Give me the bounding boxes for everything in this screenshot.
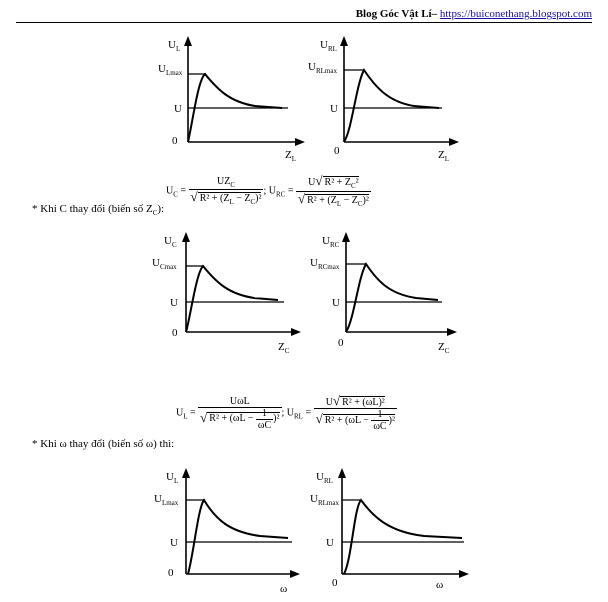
origin-label: 0	[334, 145, 340, 157]
graph-uc-vs-zc	[152, 226, 306, 358]
x-axis-label: $Z_L$	[438, 149, 450, 163]
formula-c-variation: $U_C$ = $\frac{UZ_C}{√ R^2 + (Z_L - Z_C)^2}$ ; $U_{RC}$ = $\frac{U√ R^2 + Z_C^2}{√ R^2 + (Z_L - Z_C)^2}$	[166, 173, 369, 208]
y-axis-label: $U_{RL}$	[316, 471, 333, 485]
origin-label: 0	[338, 337, 344, 349]
y-axis-label: $U_C$	[164, 235, 177, 249]
u-level-label: U	[332, 297, 340, 309]
ymax-label: $U_{Lmax}$	[158, 63, 183, 77]
y-axis-label: $U_L$	[166, 471, 179, 485]
y-axis-label: $U_L$	[168, 39, 181, 53]
u-level-label: U	[330, 103, 338, 115]
x-axis-label: $Z_L$	[285, 149, 297, 163]
u-level-label: U	[170, 297, 178, 309]
x-axis-label: ω	[280, 583, 288, 595]
blog-name: Blog Góc Vật Lí–	[355, 8, 440, 20]
ymax-label: $U_{Cmax}$	[152, 257, 177, 271]
u-level-label: U	[170, 537, 178, 549]
graph-url-vs-zl	[308, 30, 464, 163]
graph-ul-vs-zl	[160, 30, 310, 162]
x-axis-label: ω	[436, 579, 444, 591]
origin-label: 0	[172, 327, 178, 339]
origin-label: 0	[168, 567, 174, 579]
y-axis-label: $U_{RC}$	[322, 235, 340, 249]
header-divider	[16, 22, 592, 23]
ymax-label: $U_{RCmax}$	[310, 257, 340, 271]
origin-label: 0	[332, 577, 338, 589]
graph-ul-vs-omega	[150, 462, 305, 596]
graph-url-vs-omega	[306, 462, 474, 596]
u-level-label: U	[326, 537, 334, 549]
x-axis-label: $Z_C$	[438, 341, 450, 355]
graph-urc-vs-zc	[312, 226, 462, 358]
origin-label: 0	[172, 135, 178, 147]
y-axis-label: $U_{RL}$	[320, 39, 337, 53]
formula-omega-variation: $U_L$ = UωL √ R² + (ωL − $\frac{1}{\omega C}$ )² ; $U_{RL}$ = U√ R² + (ωL)² √ R² + (ωL − $\frac{1}{\omega C}$ )²	[176, 393, 395, 433]
section-label-c: * Khi C thay đổi (biến số $Z_C$):	[32, 203, 165, 218]
ymax-label: $U_{RLmax}$	[310, 493, 339, 507]
x-axis-label: $Z_C$	[278, 341, 290, 355]
blog-link[interactable]: https://buiconethang.blogspot.com	[439, 8, 592, 20]
u-level-label: U	[174, 103, 182, 115]
ymax-label: $U_{Lmax}$	[154, 493, 179, 507]
ymax-label: $U_{RLmax}$	[308, 61, 337, 75]
page-header	[0, 8, 592, 20]
section-label-omega: * Khi ω thay đổi (biến số ω) thì:	[32, 438, 175, 450]
